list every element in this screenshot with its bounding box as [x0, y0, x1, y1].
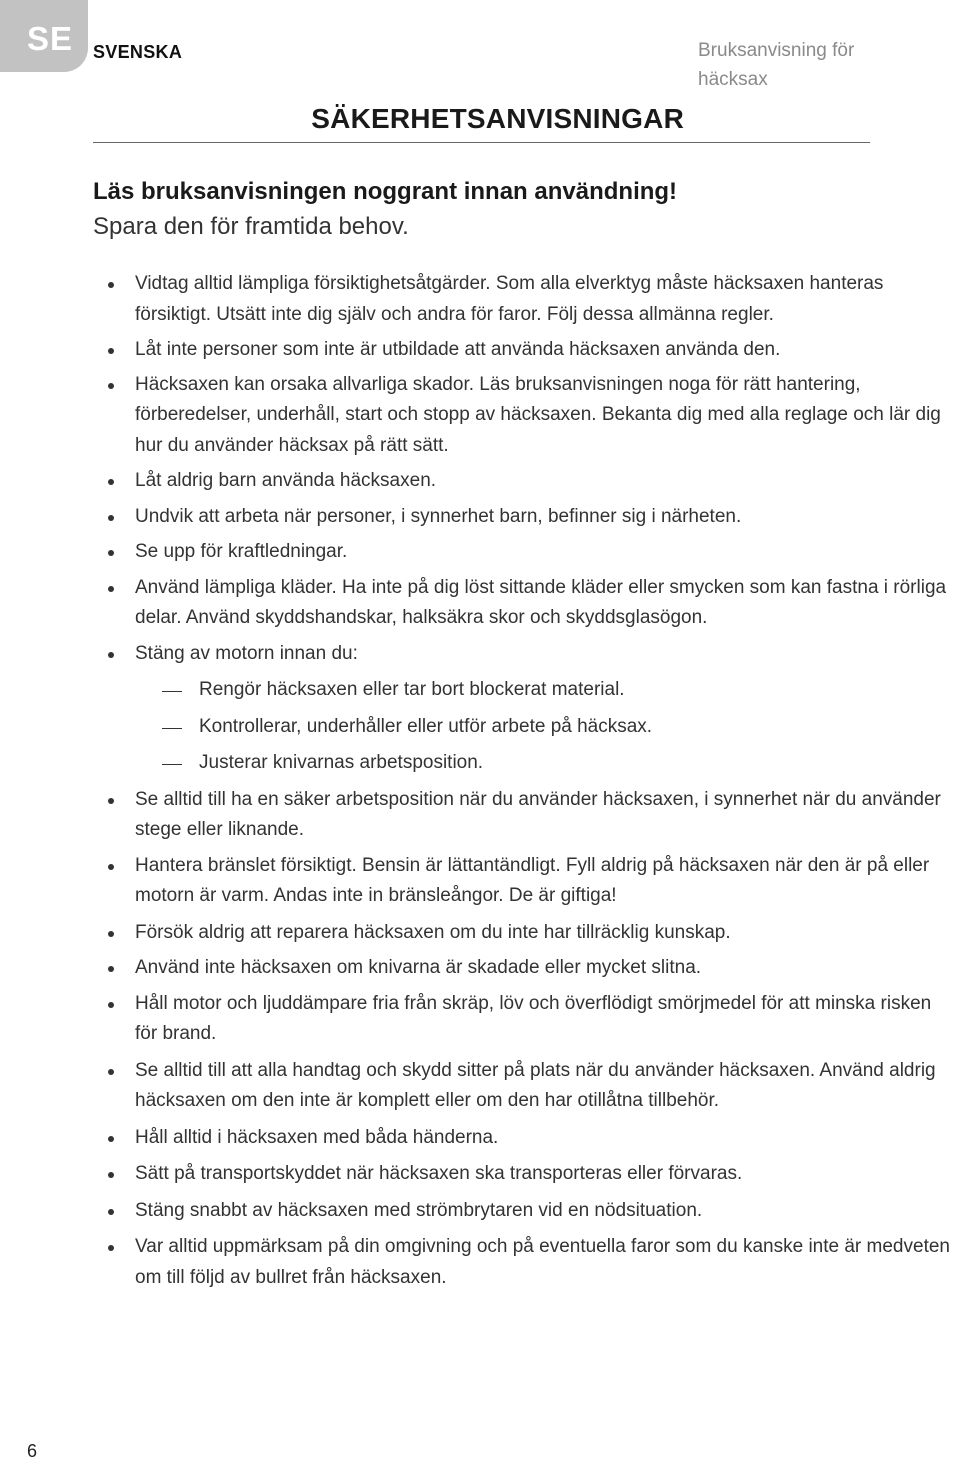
intro-warning: Läs bruksanvisningen noggrant innan användning! — [93, 178, 678, 205]
language-name: SVENSKA — [93, 42, 183, 62]
bullet-item — [0, 466, 960, 497]
bullet-dot-icon — [108, 966, 114, 972]
bullet-text: Håll motor och ljuddämpare fria från skräp, löv och överflödigt smörjmedel för att minska risken för brand. — [135, 992, 932, 1044]
sub-item-text: Justerar knivarnas arbetsposition. — [199, 752, 484, 773]
bullet-item — [0, 335, 960, 366]
bullet-text: Undvik att arbeta när personer, i synnerhet barn, befinner sig i närheten. — [135, 505, 742, 527]
bullet-text: Se upp för kraftledningar. — [135, 541, 348, 562]
bullet-text: Stäng snabbt av häcksaxen med strömbrytaren vid en nödsituation. — [135, 1199, 703, 1221]
bullet-item — [0, 1056, 960, 1117]
sub-item — [0, 712, 960, 743]
intro-note: Spara den för framtida behov. — [93, 213, 409, 240]
bullet-item — [0, 918, 960, 949]
page-number: 6 — [27, 1441, 38, 1461]
bullet-dot-icon — [108, 383, 114, 389]
bullet-dot-icon — [108, 515, 114, 521]
bullet-dot-icon — [108, 348, 114, 354]
bullet-text: Se alltid till ha en säker arbetsposition när du använder häcksaxen, i synnerhet när du använder stege eller liknande. — [135, 788, 941, 840]
bullet-dot-icon — [108, 282, 114, 288]
bullet-text: Hantera bränslet försiktigt. Bensin är lättantändligt. Fyll aldrig på häcksaxen när den är på eller motorn är varm. Andas inte in bränsleångor. De är giftiga! — [135, 854, 930, 906]
sub-item-text: Kontrollerar, underhåller eller utför arbete på häcksax. — [199, 715, 653, 737]
language-code: SE — [27, 20, 74, 57]
bullet-text: Låt inte personer som inte är utbildade att använda häcksaxen använda den. — [135, 339, 781, 360]
bullet-dot-icon — [108, 1069, 114, 1075]
bullet-dot-icon — [108, 586, 114, 592]
bullet-item — [0, 953, 960, 984]
bullet-dot-icon — [108, 550, 114, 556]
bullet-dot-icon — [108, 864, 114, 870]
sub-item-text: Rengör häcksaxen eller tar bort blockerat material. — [199, 679, 625, 700]
bullet-dot-icon — [108, 1209, 114, 1215]
bullet-item — [0, 989, 960, 1050]
sub-item — [0, 748, 960, 779]
bullet-text: Använd inte häcksaxen om knivarna är skadade eller mycket slitna. — [135, 957, 702, 978]
document-title: Bruksanvisning för häcksax — [698, 40, 855, 90]
bullet-text: Häcksaxen kan orsaka allvarliga skador. Läs bruksanvisningen noga för rätt hantering, förberedelser, underhåll, start och stopp av häcksaxen. Bekanta dig med alla reglage och lär dig hur du använder häcksax på rätt sätt. — [135, 373, 941, 456]
language-tab — [0, 0, 88, 72]
bullet-item — [0, 269, 960, 330]
bullet-text: Använd lämpliga kläder. Ha inte på dig löst sittande kläder eller smycken som kan fastna i rörliga delar. Använd skyddshandskar, halksäkra skor och skyddsglasögon. — [135, 576, 947, 628]
bullet-item — [0, 1196, 960, 1227]
bullet-item — [0, 785, 960, 846]
bullet-text: Vidtag alltid lämpliga försiktighetsåtgärder. Som alla elverktyg måste häcksaxen hanteras försiktigt. Utsätt inte dig själv och andra för faror. Följ dessa allmänna regler. — [135, 273, 884, 325]
intro-block — [93, 174, 677, 244]
bullet-text: Var alltid uppmärksam på din omgivning och på eventuella faror som du kanske inte är medveten om till följd av bullret från häcksaxen. — [135, 1236, 950, 1288]
bullet-item — [0, 502, 960, 533]
dash-icon — [162, 764, 182, 765]
bullet-item — [0, 370, 960, 462]
bullet-dot-icon — [108, 1245, 114, 1251]
bullet-text: Håll alltid i häcksaxen med båda händerna. — [135, 1126, 499, 1148]
bullet-text: Se alltid till att alla handtag och skydd sitter på plats när du använder häcksaxen. Använd aldrig häcksaxen om den inte är komplett eller om den har otillåtna tillbehör. — [135, 1059, 936, 1111]
bullet-dot-icon — [108, 931, 114, 937]
bullet-item — [0, 573, 960, 634]
bullet-item — [0, 1232, 960, 1293]
bullet-dot-icon — [108, 479, 114, 485]
bullet-text: Låt aldrig barn använda häcksaxen. — [135, 470, 437, 491]
safety-instructions-list — [0, 269, 960, 1299]
header-divider — [93, 142, 870, 143]
dash-icon — [162, 691, 182, 692]
bullet-dot-icon — [108, 1136, 114, 1142]
bullet-item — [0, 1159, 960, 1190]
sub-item — [0, 675, 960, 706]
bullet-item — [0, 851, 960, 912]
bullet-dot-icon — [108, 798, 114, 804]
bullet-text: Försök aldrig att reparera häcksaxen om du inte har tillräcklig kunskap. — [135, 921, 731, 943]
bullet-item — [0, 639, 960, 670]
bullet-dot-icon — [108, 652, 114, 658]
bullet-dot-icon — [108, 1002, 114, 1008]
section-title: SÄKERHETSANVISNINGAR — [311, 103, 684, 134]
dash-icon — [162, 728, 182, 729]
bullet-text: Stäng av motorn innan du: — [135, 642, 358, 664]
bullet-item — [0, 1123, 960, 1154]
bullet-item — [0, 537, 960, 568]
bullet-text: Sätt på transportskyddet när häcksaxen ska transporteras eller förvaras. — [135, 1163, 743, 1184]
bullet-dot-icon — [108, 1172, 114, 1178]
